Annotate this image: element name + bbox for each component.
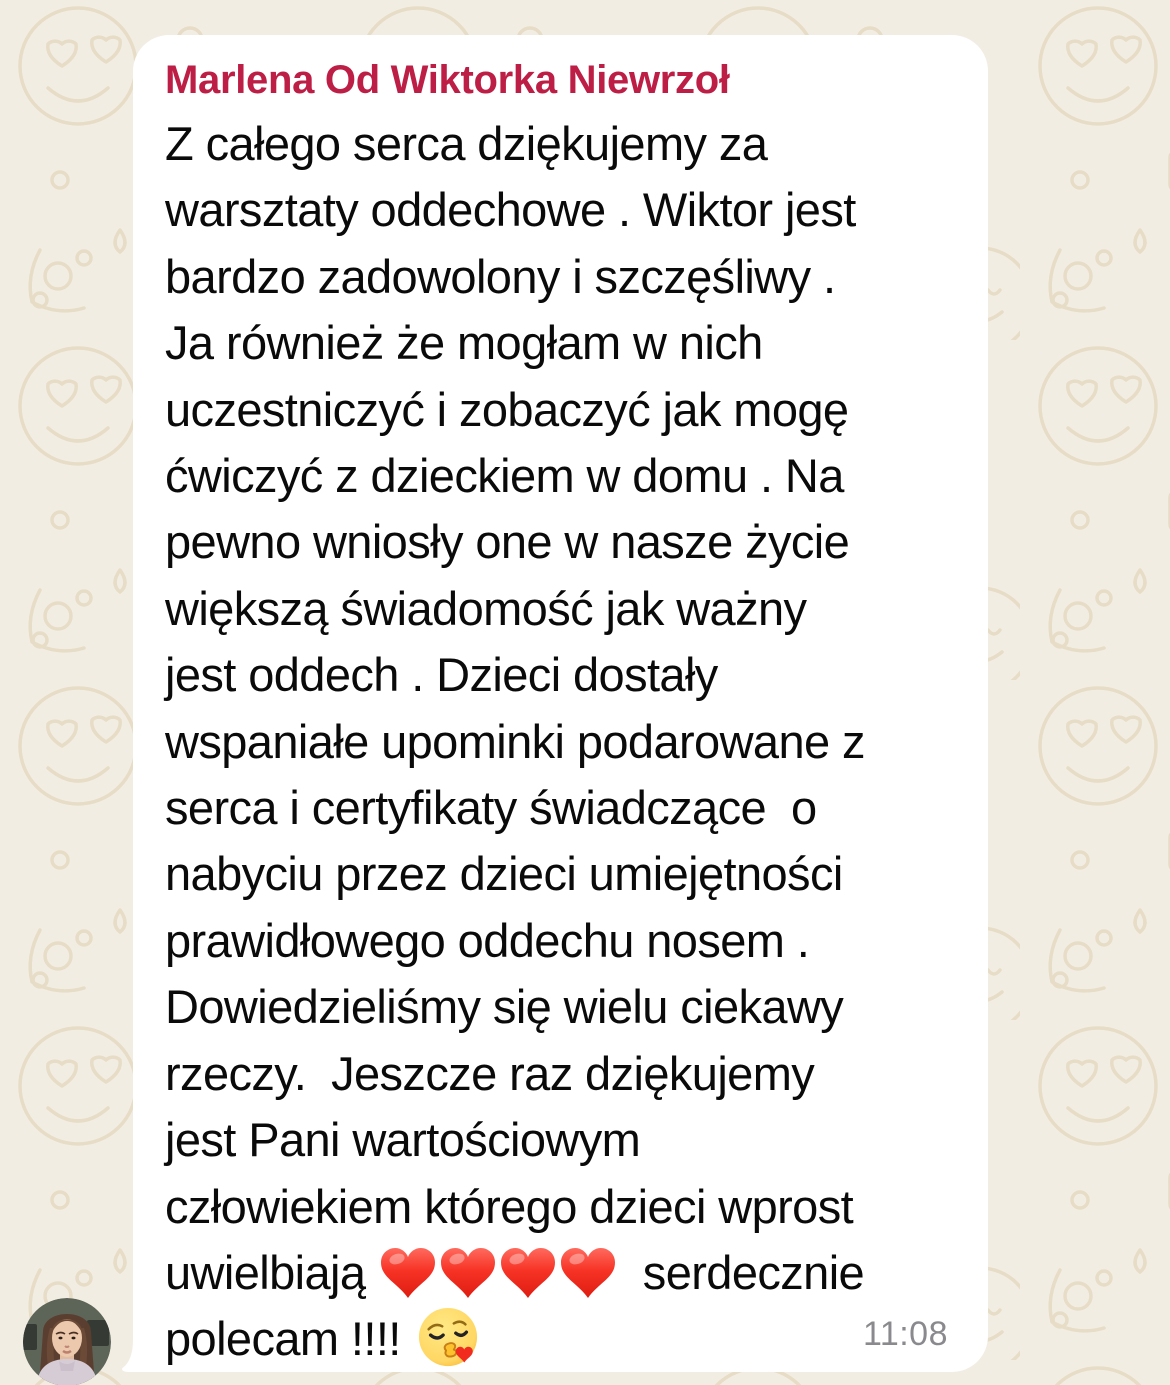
message-line: Ja również że mogłam w nich — [165, 316, 763, 370]
bubble-tail — [120, 1328, 164, 1372]
message-line: uczestniczyć i zobaczyć jak mogę — [165, 382, 849, 436]
message-line: prawidłowego oddechu nosem . — [165, 913, 810, 967]
message-line: nabyciu przez dzieci umiejętności — [165, 847, 843, 901]
message-lines — [165, 111, 945, 1373]
message-line: pewno wniosły one w nasze życie — [165, 515, 850, 569]
message-line: ćwiczyć z dzieckiem w domu . Na — [165, 449, 844, 503]
message-text-segment: serdecznie — [617, 1245, 865, 1299]
message-line — [165, 1240, 945, 1306]
message-line: serca i certyfikaty świadczące o — [165, 781, 817, 835]
sender-avatar-photo — [23, 1298, 111, 1385]
message-timestamp: 11:08 — [862, 1315, 948, 1353]
message-line: jest Pani wartościowym — [165, 1113, 641, 1167]
message-line: bardzo zadowolony i szczęśliwy . — [165, 249, 836, 303]
message-text-segment: uwielbiają — [165, 1245, 378, 1299]
red-heart-emoji — [561, 1248, 615, 1298]
red-heart-emoji — [441, 1248, 495, 1298]
message-line — [165, 1306, 945, 1372]
message-line: Dowiedzieliśmy się wielu ciekawy — [165, 980, 844, 1034]
incoming-message-bubble[interactable] — [133, 35, 988, 1372]
message-line: człowiekiem którego dzieci wprost — [165, 1179, 854, 1233]
red-heart-emoji — [381, 1248, 435, 1298]
message-line: warsztaty oddechowe . Wiktor jest — [165, 183, 856, 237]
sender-name[interactable]: Marlena Od Wiktorka Niewrzoł — [165, 58, 730, 102]
message-line: Z całego serca dziękujemy za — [165, 117, 768, 170]
message-text-segment: polecam !!!! — [165, 1312, 414, 1366]
message-line: rzeczy. Jeszcze raz dziękujemy — [165, 1046, 815, 1100]
red-heart-emoji — [501, 1248, 555, 1298]
message-line: wspaniałe upominki podarowane z — [165, 714, 865, 768]
message-line: jest oddech . Dzieci dostały — [165, 648, 718, 702]
sender-avatar[interactable] — [23, 1298, 111, 1385]
message-line: większą świadomość jak ważny — [165, 581, 807, 635]
face-blowing-kiss-emoji — [417, 1306, 479, 1368]
